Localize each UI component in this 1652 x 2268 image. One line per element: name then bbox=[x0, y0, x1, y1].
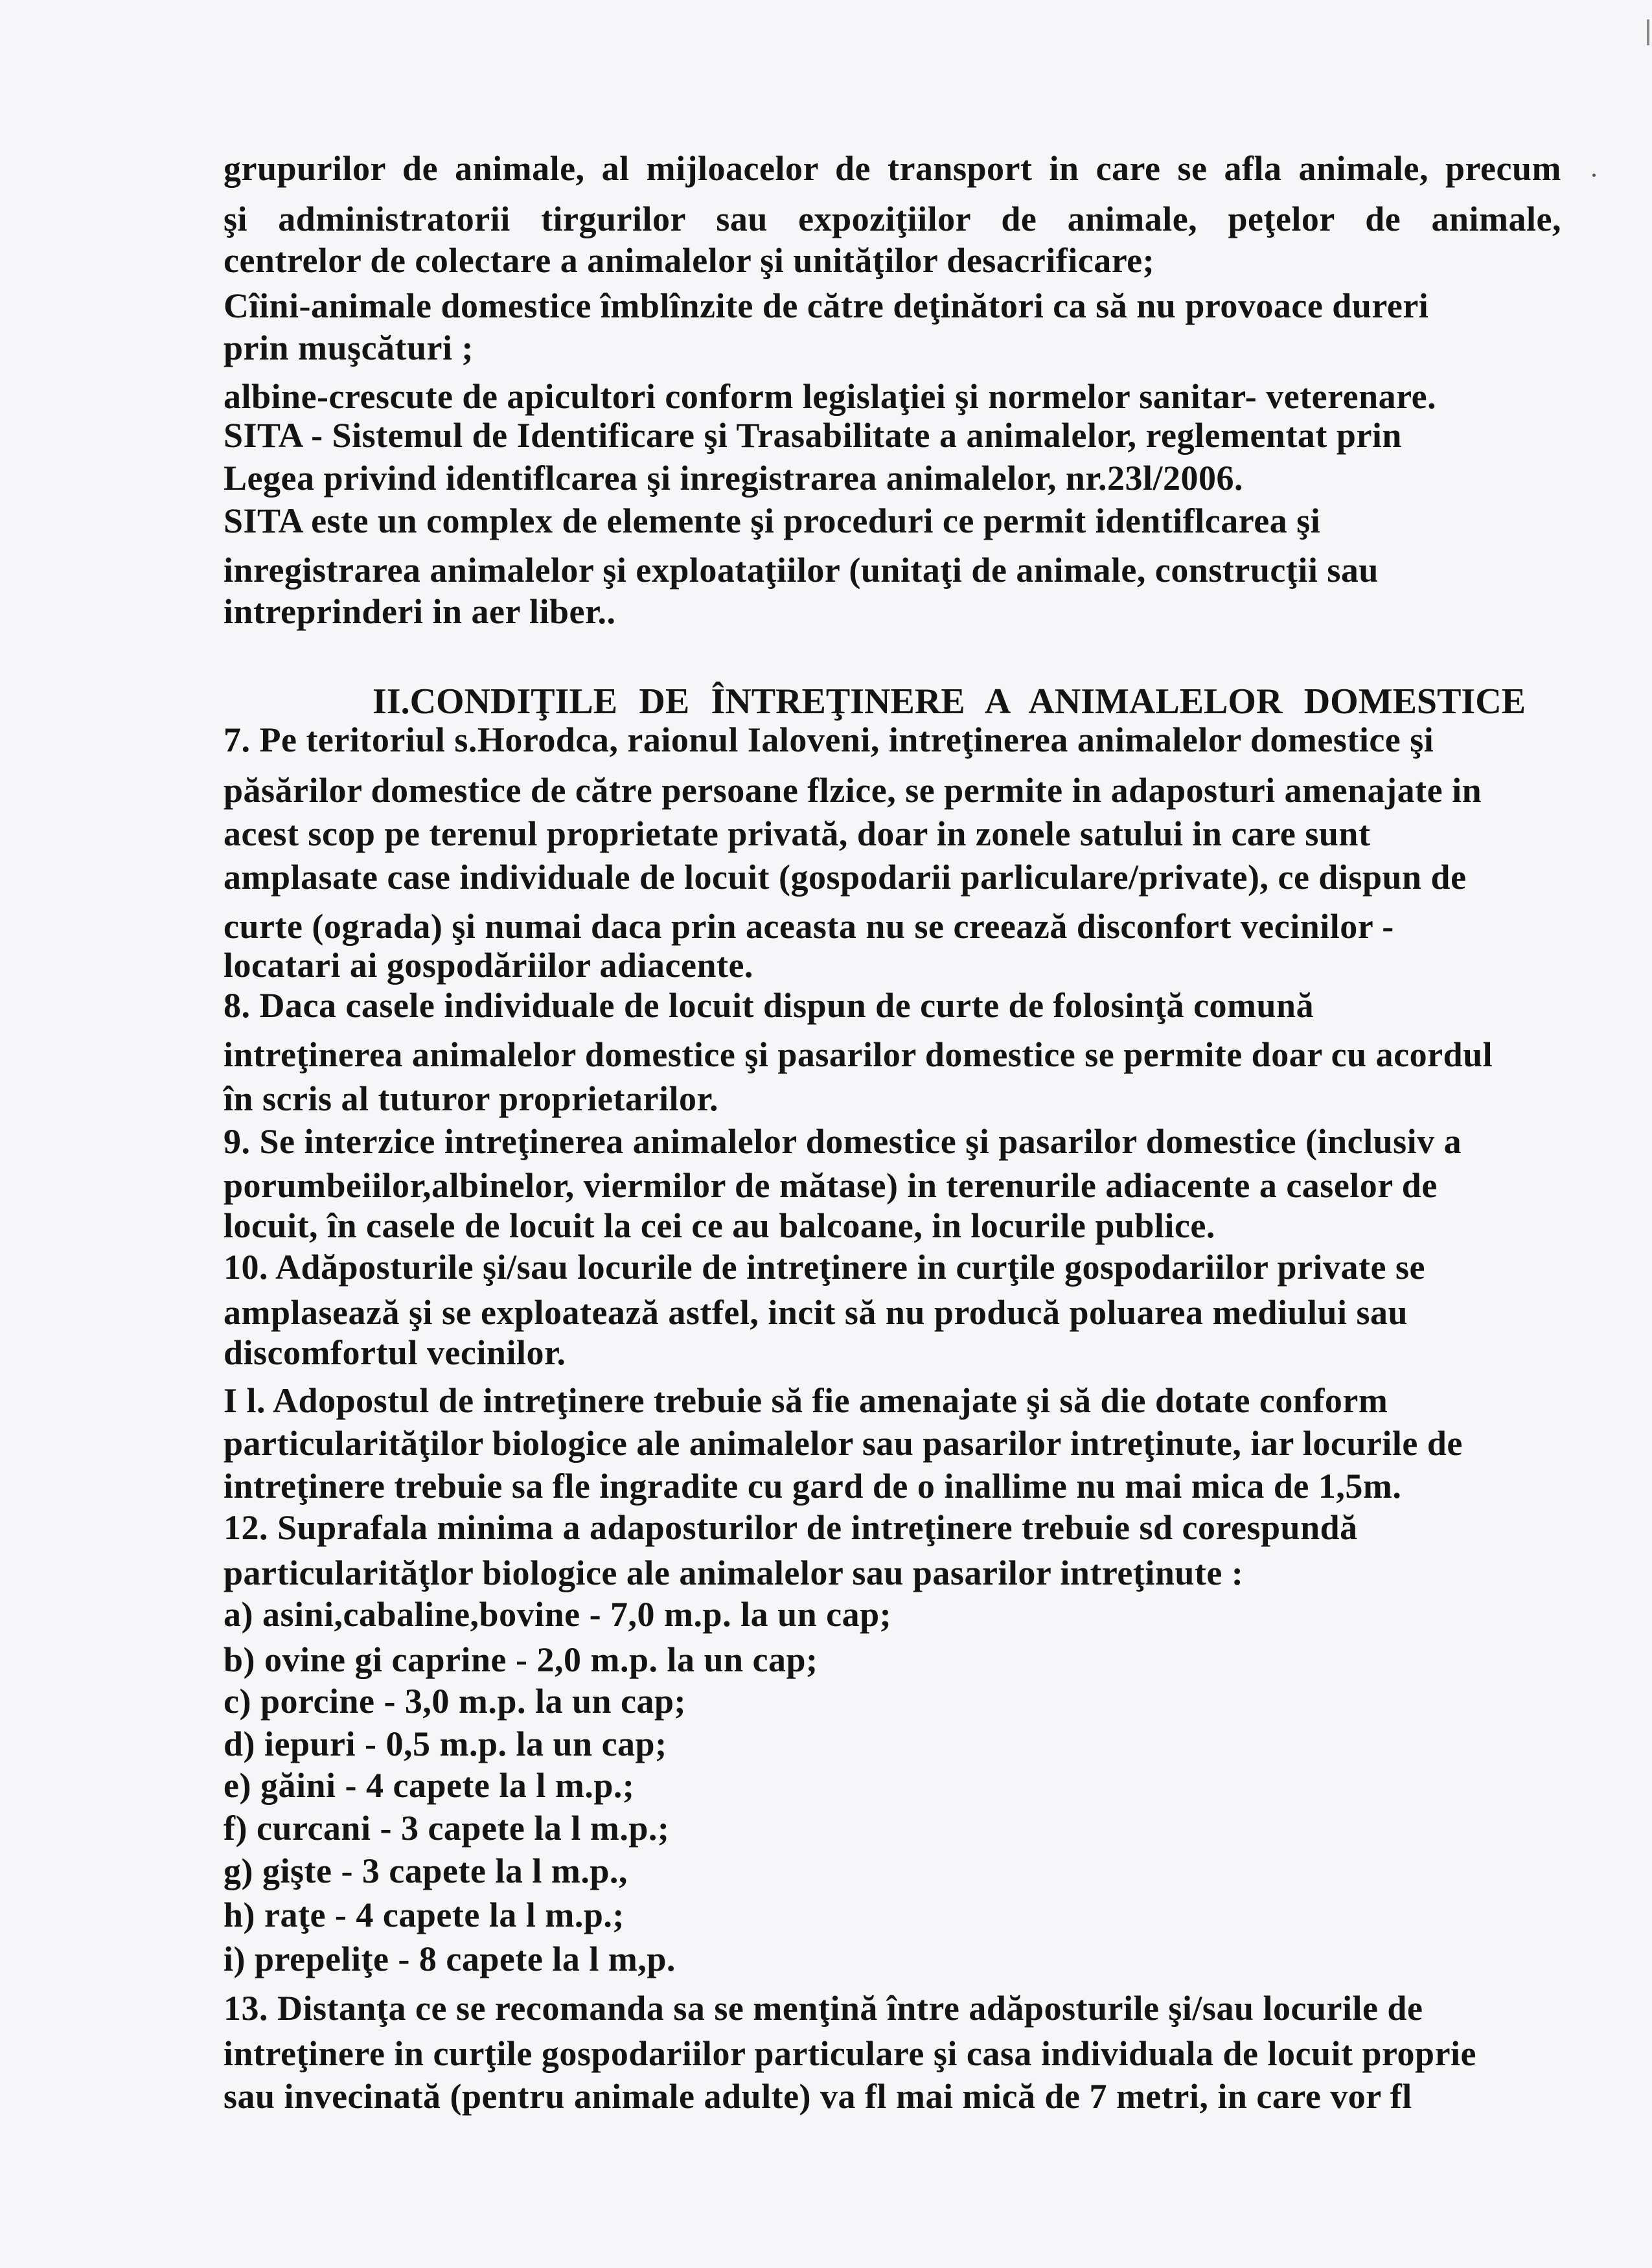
text-line: amplasează şi se exploatează astfel, incit să nu producă poluarea mediului sau bbox=[224, 1293, 1408, 1332]
list-item: i) prepeliţe - 8 capete la l m,p. bbox=[224, 1940, 676, 1978]
text-line: discomfortul vecinilor. bbox=[224, 1333, 566, 1372]
text-line: intreprinderi in aer liber.. bbox=[224, 592, 616, 631]
list-item: d) iepuri - 0,5 m.p. la un cap; bbox=[224, 1724, 667, 1763]
text-line: grupurilor de animale, al mijloacelor de transport in care se afla animale, precum bbox=[224, 149, 1561, 188]
text-line: 8. Daca casele individuale de locuit dispun de curte de folosinţă comună bbox=[224, 986, 1314, 1025]
text-line: intreţinerea animalelor domestice şi pasarilor domestice se permite doar cu acordul bbox=[224, 1035, 1493, 1074]
list-item: a) asini,cabaline,bovine - 7,0 m.p. la un cap; bbox=[224, 1595, 892, 1634]
text-line: intreţinere in curţile gospodariilor particulare şi casa individuala de locuit proprie bbox=[224, 2034, 1477, 2073]
list-item: g) gişte - 3 capete la l m.p., bbox=[224, 1851, 628, 1890]
section-heading: II.CONDIŢILE DE ÎNTREŢINERE A ANIMALELOR DOMESTICE bbox=[373, 682, 1526, 722]
text-line: curte (ograda) şi numai daca prin aceasta nu se creează disconfort vecinilor - bbox=[224, 907, 1394, 946]
text-line: 7. Pe teritoriul s.Horodca, raionul Ialoveni, intreţinerea animalelor domestice şi bbox=[224, 720, 1434, 759]
text-line: 12. Suprafala minima a adaposturilor de intreţinere trebuie sd corespundă bbox=[224, 1508, 1358, 1547]
text-line: Cîini-animale domestice îmblînzite de către deţinători ca să nu provoace dureri bbox=[224, 286, 1429, 325]
text-line: 9. Se interzice intreţinerea animalelor domestice şi pasarilor domestice (inclusiv a bbox=[224, 1122, 1462, 1161]
text-line: particularităţilor biologice ale animalelor sau pasarilor intreţinute, iar locurile de bbox=[224, 1424, 1463, 1463]
text-line: în scris al tuturor proprietarilor. bbox=[224, 1079, 718, 1118]
list-item: f) curcani - 3 capete la l m.p.; bbox=[224, 1809, 670, 1848]
text-line: amplasate case individuale de locuit (gospodarii parliculare/private), ce dispun de bbox=[224, 858, 1467, 897]
text-line: locatari ai gospodăriilor adiacente. bbox=[224, 946, 753, 985]
text-line: centrelor de colectare a animalelor şi unităţilor desacrificare; bbox=[224, 241, 1155, 280]
text-line: 10. Adăposturile şi/sau locurile de intreţinere in curţile gospodariilor private se bbox=[224, 1248, 1425, 1287]
text-line: şi administratorii tirgurilor sau expoziţiilor de animale, peţelor de animale, bbox=[224, 200, 1561, 238]
scan-edge-mark bbox=[1647, 19, 1649, 45]
text-line: Legea privind identiflcarea şi inregistrarea animalelor, nr.23l/2006. bbox=[224, 459, 1243, 498]
text-line: locuit, în casele de locuit la cei ce au balcoane, in locurile publice. bbox=[224, 1206, 1215, 1245]
text-line: prin muşcături ; bbox=[224, 328, 474, 367]
text-line: porumbeiilor,albinelor, viermilor de mătase) in terenurile adiacente a caselor de bbox=[224, 1166, 1438, 1205]
list-item: e) găini - 4 capete la l m.p.; bbox=[224, 1766, 635, 1805]
text-line: inregistrarea animalelor şi exploataţiilor (unitaţi de animale, construcţii sau bbox=[224, 551, 1379, 590]
text-line: intreţinere trebuie sa fle ingradite cu gard de o inallime nu mai mica de 1,5m. bbox=[224, 1467, 1402, 1506]
text-line: SITA este un complex de elemente şi proceduri ce permit identiflcarea şi bbox=[224, 501, 1321, 540]
list-item: b) ovine gi caprine - 2,0 m.p. la un cap; bbox=[224, 1640, 818, 1679]
text-line: sau invecinată (pentru animale adulte) va fl mai mică de 7 metri, in care vor fl bbox=[224, 2077, 1412, 2116]
text-line: acest scop pe terenul proprietate privată, doar in zonele satului in care sunt bbox=[224, 814, 1371, 853]
text-line: SITA - Sistemul de Identificare şi Trasabilitate a animalelor, reglementat prin bbox=[224, 416, 1402, 455]
list-item: h) raţe - 4 capete la l m.p.; bbox=[224, 1896, 625, 1934]
text-line: I l. Adopostul de intreţinere trebuie să fie amenajate şi să die dotate conform bbox=[224, 1381, 1388, 1420]
list-item: c) porcine - 3,0 m.p. la un cap; bbox=[224, 1682, 686, 1721]
text-line: particularităţlor biologice ale animalelor sau pasarilor intreţinute : bbox=[224, 1553, 1244, 1592]
text-line: păsărilor domestice de cătrе persoane flzice, se permite in adaposturi amenajate in bbox=[224, 771, 1482, 810]
text-line: albine-crescute de apicultori conform legislaţiei şi normelor sanitar- veterenare. bbox=[224, 377, 1437, 416]
text-line: 13. Distanţa ce se recomanda sa se menţină între adăposturile şi/sau locurile de bbox=[224, 1989, 1423, 2028]
scan-speck bbox=[1592, 174, 1596, 177]
